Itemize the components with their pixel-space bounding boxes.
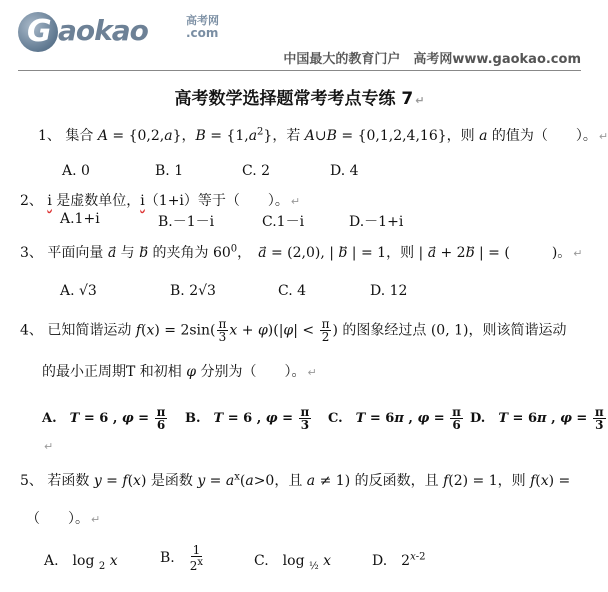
question-5-option-d: D. 2$^{x-2}$ xyxy=(372,551,426,569)
question-1-option-d: D. 4 xyxy=(330,163,359,179)
question-2-option-d: D.－1+i xyxy=(349,214,404,230)
question-5-stem-line1: 5、 若函数 y = f(x) 是函数 $y = a^x(a>0$，且 a ≠ 1) 的反函数，且 f(2) = 1，则 f(x) = xyxy=(20,471,571,489)
header-tagline: 中国最大的教育门户 高考网www.gaokao.com xyxy=(283,52,581,67)
question-1-option-b: B. 1 xyxy=(155,163,184,179)
question-1-option-c: C. 2 xyxy=(242,163,271,179)
question-4-option-b: B. T = 6 , φ = $\frac{\pi}{3}$ xyxy=(185,405,310,432)
header-divider xyxy=(18,70,581,71)
question-4-option-c: C. T = 6π , φ = $\frac{\pi}{6}$ xyxy=(328,405,461,432)
question-2-option-c: C.1－i xyxy=(262,214,305,230)
question-3-option-a: A. √3 xyxy=(60,283,97,299)
paragraph-mark: ↵ xyxy=(44,440,54,453)
logo-wordmark: aokao xyxy=(58,14,148,47)
question-1-option-a: A. 0 xyxy=(62,163,90,179)
question-5-stem-line2: （ ）。 ↵ xyxy=(26,511,101,527)
question-3-stem: 3、 平面向量 a⃗ 与 b⃗ 的夹角为 $60^0$， a⃗ = (2,0), | b⃗ | = 1，则 | a⃗ + 2b⃗ | = ( )。 ↵ xyxy=(20,243,583,261)
question-5-option-b: B. $\frac{1}{2^x}$ xyxy=(160,543,204,573)
question-3-option-d: D. 12 xyxy=(370,283,408,299)
question-1-stem: 1、 集合 A = {0,2,a}，$B = \{1,a^2\}$，若 A∪B = {0,1,2,4,16}，则 a 的值为（ ）。 ↵ xyxy=(38,126,608,144)
logo-mark: G xyxy=(18,12,58,52)
question-4-option-a: A. T = 6 , φ = $\frac{\pi}{6}$ xyxy=(42,405,166,432)
question-2-option-a: A.1+i xyxy=(60,211,100,227)
question-3-option-b: B. 2√3 xyxy=(170,283,216,299)
logo-cn: 高考网 xyxy=(186,14,219,27)
question-4-stem-line1: 4、 已知简谐运动 f(x) = 2sin( $\frac{\pi}{3}$ x + φ)(|φ| < $\frac{\pi}{2}$ ) 的图象经过点 (0, 1)，则该简谐运动 xyxy=(20,317,567,344)
question-4-option-d: D. T = 6π , φ = $\frac{\pi}{3}$ xyxy=(470,405,604,432)
question-3-option-c: C. 4 xyxy=(278,283,307,299)
question-5-option-c: C. log $_{\frac{1}{2}}$ x xyxy=(254,553,332,572)
page-title: 高考数学选择题常考考点专练 7 ↵ xyxy=(174,89,425,109)
question-4-stem-line2: 的最小正周期T 和初相 φ 分别为（ ）。 ↵ xyxy=(42,364,317,380)
question-2-stem: 2、 i 是虚数单位，i（1+i）等于（ ）。 ↵ xyxy=(20,193,301,209)
question-5-option-a: A. log $_2$ x xyxy=(44,553,118,572)
logo-com: .com xyxy=(186,26,219,40)
gaokao-logo xyxy=(18,10,218,56)
question-2-option-b: B.－1－i xyxy=(158,214,215,230)
